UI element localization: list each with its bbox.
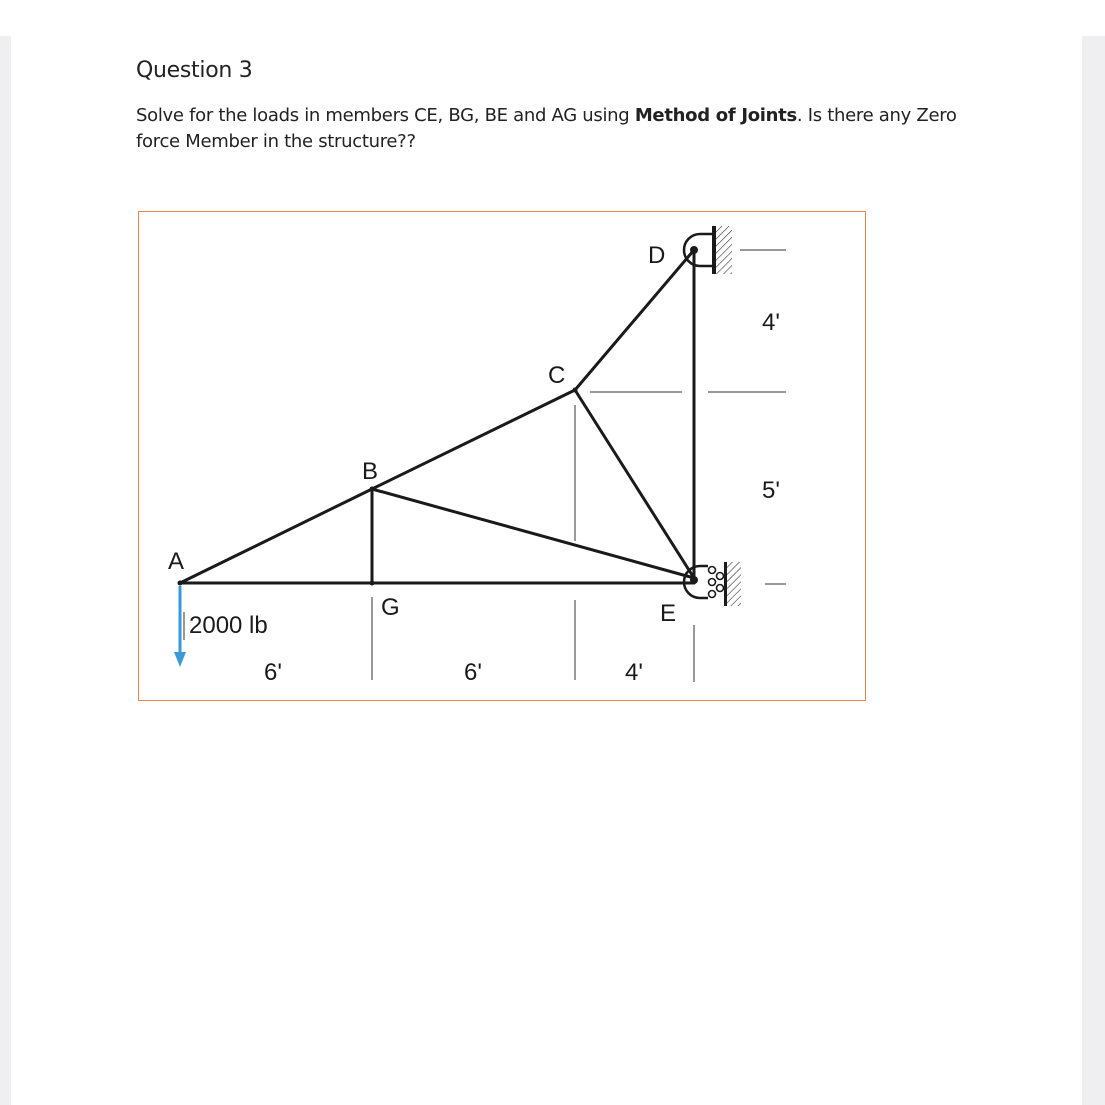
dim-label-h2: 6' [464, 659, 482, 686]
question-text-start: Solve for the loads in members CE, BG, BE and AG using [136, 105, 635, 126]
joint-label-e: E [660, 600, 677, 627]
question-title: Question 3 [136, 58, 253, 83]
support-d-pin-icon [684, 226, 732, 274]
joint-b-pin [370, 487, 375, 492]
member-bc [372, 390, 575, 489]
joint-a-pin [178, 581, 183, 586]
member-ab [180, 489, 372, 583]
dim-label-v1: 4' [762, 309, 780, 336]
joint-label-g: G [381, 594, 400, 621]
load-label: 2000 lb [189, 612, 268, 639]
dim-label-h1: 6' [264, 659, 282, 686]
member-cd [575, 250, 694, 390]
joint-label-a: A [168, 548, 185, 575]
question-text-bold: Method of Joints [634, 105, 797, 126]
dimension-lines [184, 250, 786, 682]
joint-g-pin [370, 581, 375, 586]
question-text-end: . Is there any Zero force Member in the structure?? [136, 105, 957, 152]
dim-label-h3: 4' [625, 659, 643, 686]
dim-label-v2: 5' [762, 477, 780, 504]
joint-label-d: D [648, 242, 666, 269]
joint-label-b: B [362, 458, 379, 485]
joint-c-pin [573, 388, 578, 393]
joint-label-c: C [548, 362, 566, 389]
truss-members [180, 250, 694, 583]
